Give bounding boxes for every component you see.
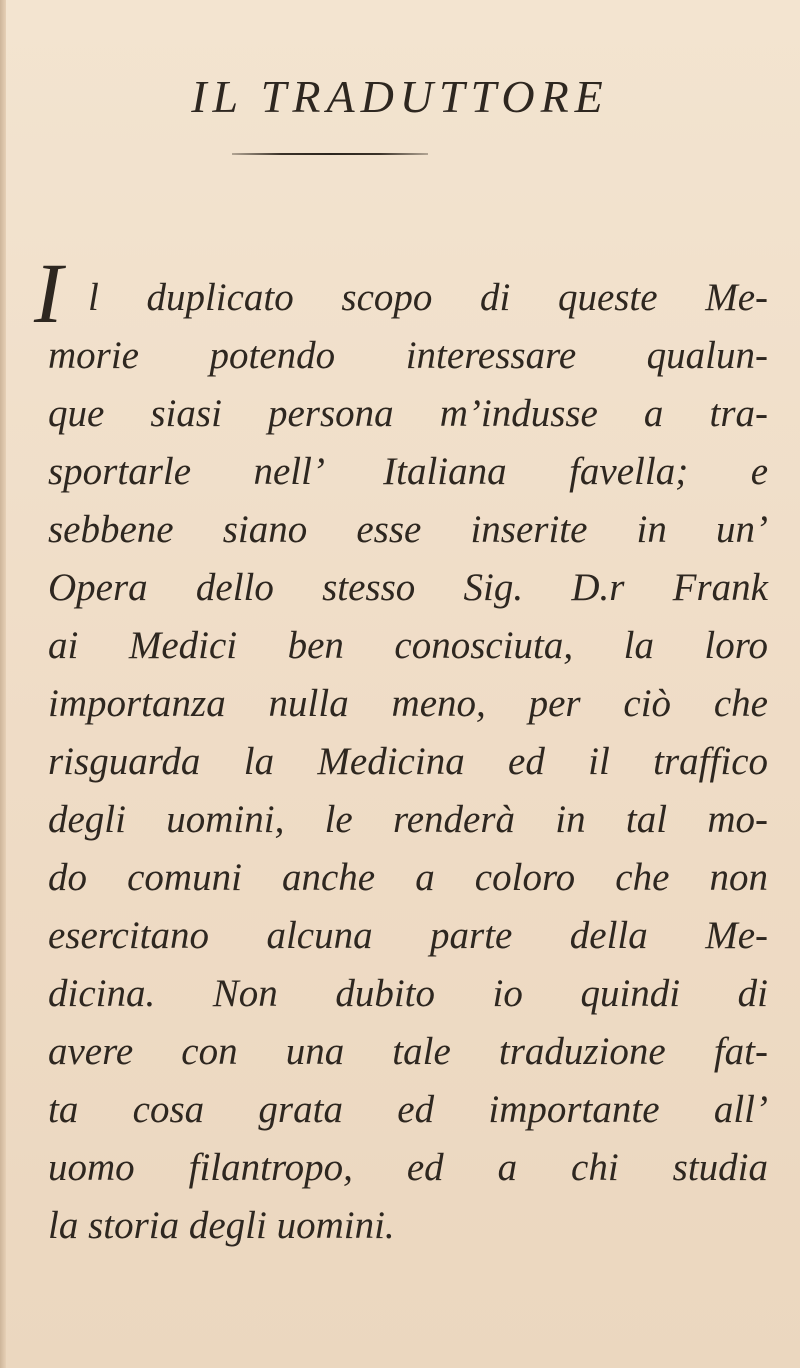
text-line: l duplicato scopo di queste Me- xyxy=(88,276,768,319)
drop-cap: I xyxy=(34,245,63,341)
text-line: sportarle nell’ Italiana favella; e xyxy=(48,450,768,493)
title-divider xyxy=(232,153,428,155)
text-line: ai Medici ben conosciuta, la loro xyxy=(48,624,768,667)
text-line: risguarda la Medicina ed il traffico xyxy=(48,740,768,783)
text-line: la storia degli uomini. xyxy=(48,1204,395,1247)
text-line: morie potendo interessare qualun- xyxy=(48,334,768,377)
text-line: importanza nulla meno, per ciò che xyxy=(48,682,768,725)
text-line: sebbene siano esse inserite in un’ xyxy=(48,508,768,551)
text-line: avere con una tale traduzione fat- xyxy=(48,1030,768,1073)
text-line: Opera dello stesso Sig. D.r Frank xyxy=(48,566,768,609)
text-line: esercitano alcuna parte della Me- xyxy=(48,914,768,957)
text-line: uomo filantropo, ed a chi studia xyxy=(48,1146,768,1189)
page-binding-edge xyxy=(0,0,6,1368)
text-line: degli uomini, le renderà in tal mo- xyxy=(48,798,768,841)
text-line: dicina. Non dubito io quindi di xyxy=(48,972,768,1015)
text-line: do comuni anche a coloro che non xyxy=(48,856,768,899)
page-title: IL TRADUTTORE xyxy=(191,71,609,122)
text-line: que siasi persona m’indusse a tra- xyxy=(48,392,768,435)
text-line: ta cosa grata ed importante all’ xyxy=(48,1088,768,1131)
